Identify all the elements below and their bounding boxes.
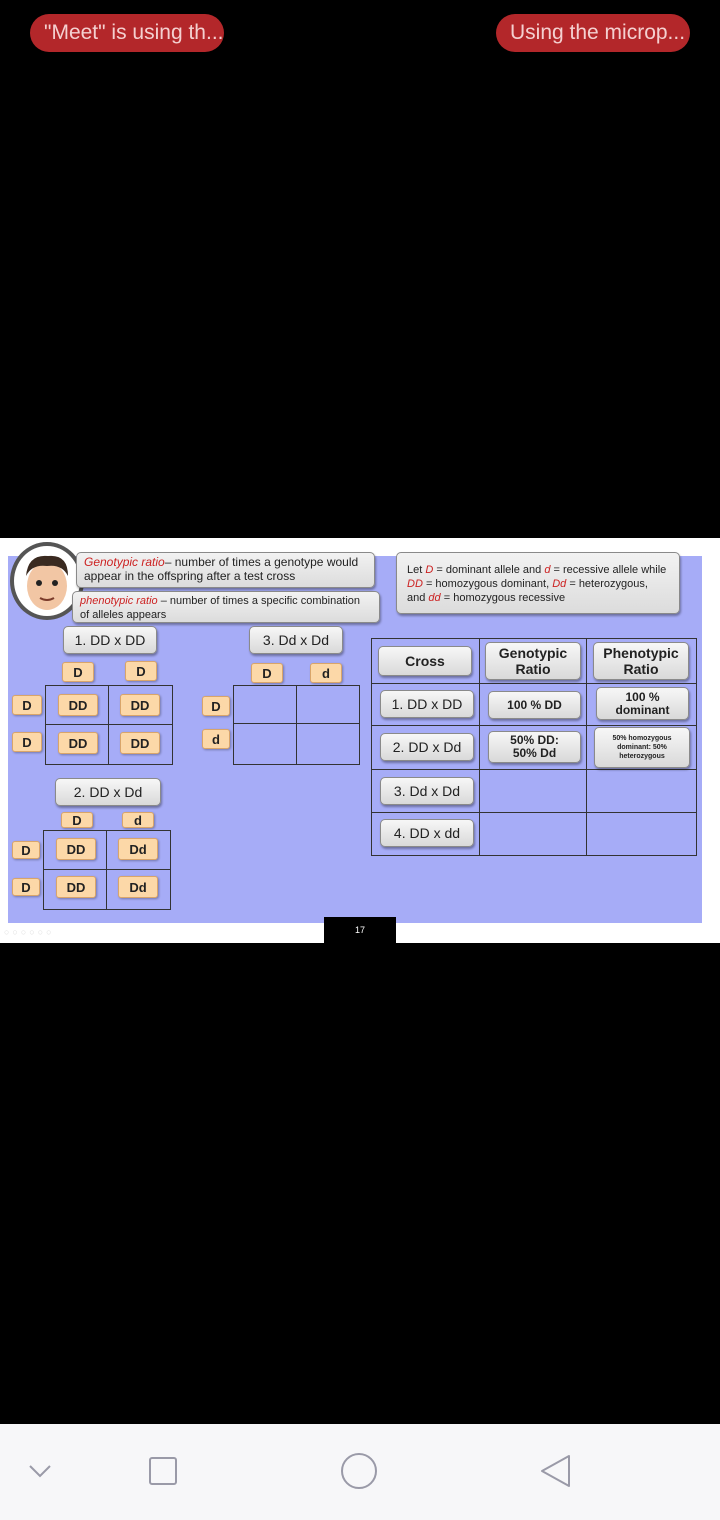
grid-line bbox=[106, 830, 107, 910]
legend-DD: DD bbox=[407, 578, 423, 590]
allele-legend bbox=[396, 552, 680, 614]
punnett1-side-allele: D bbox=[12, 695, 42, 715]
grid-line bbox=[371, 725, 697, 726]
legend-text: = dominant allele and bbox=[433, 564, 545, 576]
slide-page-number: 17 bbox=[324, 917, 396, 943]
grid-line bbox=[233, 723, 360, 724]
grid-line bbox=[586, 638, 587, 856]
table-row-cross: 2. DD x Dd bbox=[380, 733, 474, 761]
punnett1-cell: DD bbox=[120, 732, 160, 754]
punnett3-side-allele: D bbox=[202, 696, 230, 716]
table-row-genotypic: 50% DD: 50% Dd bbox=[488, 731, 581, 763]
legend-text: Let bbox=[407, 564, 426, 576]
legend-D: D bbox=[425, 564, 434, 576]
table-row-cross: 3. Dd x Dd bbox=[380, 777, 474, 805]
punnett1-cell: DD bbox=[58, 694, 98, 716]
legend-d: d bbox=[544, 564, 551, 576]
punnett1-top-allele: D bbox=[125, 661, 157, 681]
grid-line bbox=[371, 683, 697, 684]
back-triangle-icon[interactable] bbox=[536, 1452, 576, 1490]
recents-square-icon[interactable] bbox=[146, 1454, 180, 1488]
genotypic-term: Genotypic ratio bbox=[84, 555, 165, 569]
table-row-cross: 4. DD x dd bbox=[380, 819, 474, 847]
shared-slide bbox=[0, 538, 720, 943]
legend-text: = recessive allele while bbox=[550, 564, 667, 576]
table-row-phenotypic: 50% homozygous dominant: 50% heterozygous bbox=[594, 727, 690, 768]
home-circle-icon[interactable] bbox=[339, 1451, 379, 1491]
grid-line bbox=[108, 685, 109, 765]
genotypic-ratio-definition bbox=[76, 552, 375, 588]
legend-dd: dd bbox=[428, 592, 441, 604]
punnett3-side-allele: d bbox=[202, 729, 230, 749]
grid-line bbox=[371, 812, 697, 813]
legend-text: = homozygous recessive bbox=[440, 592, 566, 604]
punnett1-title: 1. DD x DD bbox=[63, 626, 157, 654]
punnett2-side-allele: D bbox=[12, 841, 40, 859]
phenotypic-text: – number of times a specific combination of alleles appears bbox=[80, 595, 361, 621]
system-nav-bar bbox=[0, 1424, 720, 1520]
slideshow-controls[interactable]: ○○○○○○ bbox=[4, 927, 55, 937]
table-row-cross: 1. DD x DD bbox=[380, 690, 474, 718]
punnett2-cell: DD bbox=[56, 838, 96, 860]
grid-line bbox=[43, 869, 171, 870]
punnett2-cell: DD bbox=[56, 876, 96, 898]
punnett2-top-allele: D bbox=[61, 812, 93, 828]
legend-Dd: Dd bbox=[552, 578, 567, 590]
table-row-genotypic: 100 % DD bbox=[488, 691, 581, 719]
table-header-genotypic: Genotypic Ratio bbox=[485, 642, 581, 680]
punnett1-cell: DD bbox=[58, 732, 98, 754]
punnett2-side-allele: D bbox=[12, 878, 40, 896]
phenotypic-ratio-definition bbox=[72, 591, 380, 623]
phenotypic-term: phenotypic ratio bbox=[80, 595, 158, 607]
microphone-in-use-pill[interactable]: Using the microp... bbox=[496, 14, 690, 52]
punnett2-top-allele: d bbox=[122, 812, 154, 828]
table-header-cross: Cross bbox=[378, 646, 472, 676]
punnett1-top-allele: D bbox=[62, 662, 94, 682]
punnett2-cell: Dd bbox=[118, 876, 158, 898]
genotypic-text: – number of times a genotype would appear in the offspring after a test cross bbox=[84, 555, 359, 583]
legend-text: = homozygous dominant, bbox=[422, 578, 553, 590]
chevron-down-icon[interactable] bbox=[26, 1460, 54, 1482]
punnett3-top-allele: D bbox=[251, 663, 283, 683]
table-header-phenotypic: Phenotypic Ratio bbox=[593, 642, 689, 680]
table-row-phenotypic: 100 % dominant bbox=[596, 687, 689, 720]
punnett2-cell: Dd bbox=[118, 838, 158, 860]
punnett1-cell: DD bbox=[120, 694, 160, 716]
punnett3-title: 3. Dd x Dd bbox=[249, 626, 343, 654]
grid-line bbox=[371, 769, 697, 770]
grid-line bbox=[45, 724, 173, 725]
grid-line bbox=[296, 685, 297, 765]
meet-using-camera-pill[interactable]: "Meet" is using th... bbox=[30, 14, 224, 52]
punnett2-title: 2. DD x Dd bbox=[55, 778, 161, 806]
legend-text: = heterozygous, and bbox=[407, 578, 648, 604]
punnett3-top-allele: d bbox=[310, 663, 342, 683]
grid-line bbox=[479, 638, 480, 856]
punnett1-side-allele: D bbox=[12, 732, 42, 752]
